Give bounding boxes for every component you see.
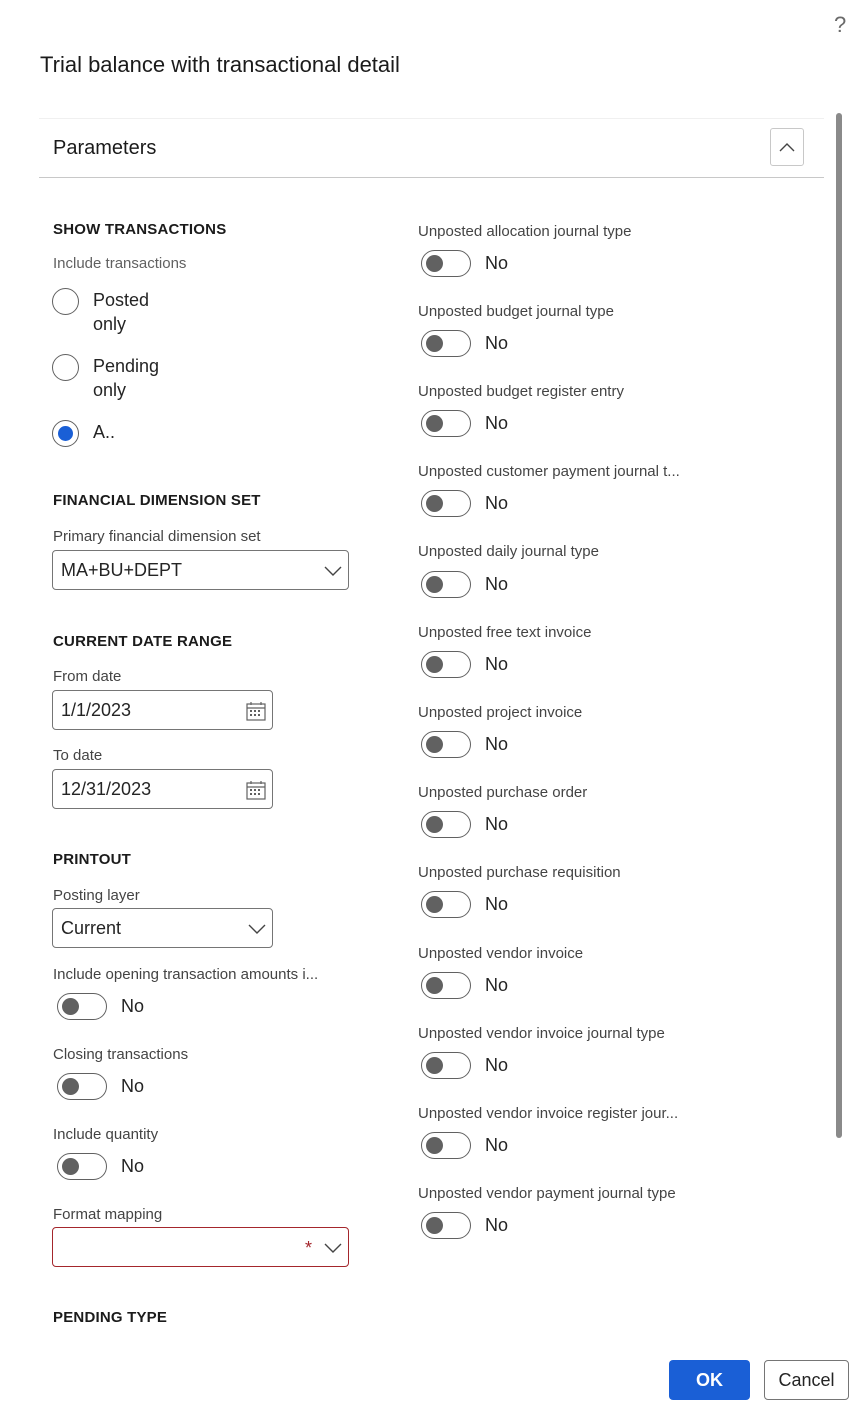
- radio-button[interactable]: [52, 288, 79, 315]
- unposted-vendor-invoice-label: Unposted vendor invoice: [418, 945, 584, 962]
- toggle-knob: [426, 415, 443, 432]
- toggle-switch[interactable]: [421, 731, 471, 758]
- toggle-knob: [426, 335, 443, 352]
- help-button[interactable]: ?: [834, 12, 847, 37]
- toggle-knob: [426, 1137, 443, 1154]
- unposted-daily-journal-toggle[interactable]: [421, 571, 508, 598]
- toggle-knob: [62, 1158, 79, 1175]
- unposted-budget-register-label: Unposted budget register entry: [418, 383, 624, 400]
- unposted-vendor-invoice-journal-toggle[interactable]: [421, 1052, 508, 1079]
- toggle-value: No: [485, 253, 509, 273]
- unposted-daily-journal-label: Unposted daily journal type: [418, 543, 599, 560]
- toggle-knob: [62, 1078, 79, 1095]
- unposted-allocation-journal-label: Unposted allocation journal type: [418, 223, 632, 240]
- printout-heading: PRINTOUT: [53, 851, 131, 868]
- financial-dimension-set-heading: FINANCIAL DIMENSION SET: [53, 492, 261, 509]
- toggle-value: No: [121, 1156, 145, 1176]
- chevron-down-icon: [324, 562, 342, 580]
- ok-button[interactable]: OK: [669, 1360, 750, 1400]
- include-quantity-label: Include quantity: [53, 1126, 159, 1143]
- calendar-icon[interactable]: [245, 779, 267, 801]
- toggle-switch[interactable]: [421, 1132, 471, 1159]
- include-opening-amounts-toggle[interactable]: [57, 993, 144, 1020]
- dropdown-value: Current: [61, 918, 122, 938]
- unposted-vendor-payment-journal-toggle[interactable]: [421, 1212, 508, 1239]
- to-date-input[interactable]: [52, 769, 273, 809]
- toggle-switch[interactable]: [421, 651, 471, 678]
- toggle-value: No: [485, 975, 509, 995]
- parameters-section-header[interactable]: [39, 118, 824, 178]
- toggle-knob: [62, 998, 79, 1015]
- toggle-value: No: [121, 1076, 145, 1096]
- unposted-vendor-payment-journal-label: Unposted vendor payment journal type: [418, 1185, 676, 1202]
- to-date-value: 12/31/2023: [61, 779, 152, 799]
- from-date-label: From date: [53, 668, 122, 685]
- radio-posted-only[interactable]: [52, 288, 183, 336]
- toggle-switch[interactable]: [421, 571, 471, 598]
- toggle-value: No: [485, 413, 509, 433]
- from-date-value: 1/1/2023: [61, 700, 132, 720]
- unposted-project-invoice-toggle[interactable]: [421, 731, 508, 758]
- from-date-input[interactable]: [52, 690, 273, 730]
- include-transactions-label: Include transactions: [53, 255, 187, 272]
- toggle-knob: [426, 816, 443, 833]
- collapse-button[interactable]: [770, 128, 804, 166]
- chevron-down-icon: [248, 920, 266, 938]
- radio-pending-only[interactable]: [52, 354, 183, 402]
- radio-label: A..: [93, 422, 116, 442]
- format-mapping-dropdown[interactable]: [52, 1227, 349, 1267]
- toggle-switch[interactable]: [421, 330, 471, 357]
- format-mapping-label: Format mapping: [53, 1206, 163, 1223]
- toggle-value: No: [485, 493, 509, 513]
- unposted-free-text-invoice-label: Unposted free text invoice: [418, 624, 592, 641]
- posting-layer-dropdown[interactable]: [52, 908, 273, 948]
- toggle-switch[interactable]: [57, 1153, 107, 1180]
- toggle-knob: [426, 1217, 443, 1234]
- chevron-up-icon: [779, 142, 795, 152]
- toggle-switch[interactable]: [421, 490, 471, 517]
- toggle-knob: [426, 576, 443, 593]
- closing-transactions-label: Closing transactions: [53, 1046, 189, 1063]
- toggle-knob: [426, 255, 443, 272]
- toggle-value: No: [485, 814, 509, 834]
- toggle-value: No: [485, 894, 509, 914]
- dialog-title: Trial balance with transactional detail: [40, 52, 400, 77]
- toggle-value: No: [485, 574, 509, 594]
- toggle-value: No: [485, 333, 509, 353]
- toggle-switch[interactable]: [421, 1052, 471, 1079]
- toggle-switch[interactable]: [57, 1073, 107, 1100]
- toggle-switch[interactable]: [421, 972, 471, 999]
- toggle-switch[interactable]: [421, 891, 471, 918]
- cancel-button[interactable]: Cancel: [764, 1360, 849, 1400]
- toggle-knob: [426, 977, 443, 994]
- chevron-down-icon: [324, 1239, 342, 1257]
- unposted-purchase-requisition-label: Unposted purchase requisition: [418, 864, 621, 881]
- toggle-switch[interactable]: [421, 1212, 471, 1239]
- radio-dot: [58, 426, 73, 441]
- radio-button-checked[interactable]: [52, 420, 79, 447]
- dropdown-value: MA+BU+DEPT: [61, 560, 183, 580]
- primary-dimension-set-label: Primary financial dimension set: [53, 528, 261, 545]
- unposted-project-invoice-label: Unposted project invoice: [418, 704, 583, 721]
- unposted-vendor-invoice-register-label: Unposted vendor invoice register jour...: [418, 1105, 679, 1122]
- calendar-icon[interactable]: [245, 700, 267, 722]
- primary-dimension-set-dropdown[interactable]: [52, 550, 349, 590]
- scrollbar-thumb[interactable]: [836, 113, 842, 1138]
- required-indicator: *: [304, 1238, 312, 1258]
- closing-transactions-toggle[interactable]: [57, 1073, 144, 1100]
- toggle-switch[interactable]: [421, 410, 471, 437]
- toggle-knob: [426, 656, 443, 673]
- toggle-value: No: [485, 1135, 509, 1155]
- unposted-budget-journal-label: Unposted budget journal type: [418, 303, 614, 320]
- toggle-knob: [426, 495, 443, 512]
- unposted-customer-payment-toggle[interactable]: [421, 490, 508, 517]
- toggle-value: No: [121, 996, 145, 1016]
- unposted-purchase-order-label: Unposted purchase order: [418, 784, 588, 801]
- unposted-purchase-requisition-toggle[interactable]: [421, 891, 508, 918]
- unposted-budget-journal-toggle[interactable]: [421, 330, 508, 357]
- toggle-value: No: [485, 654, 509, 674]
- pending-type-heading: PENDING TYPE: [53, 1309, 168, 1326]
- to-date-label: To date: [53, 747, 103, 764]
- include-opening-amounts-label: Include opening transaction amounts i...: [53, 966, 319, 983]
- unposted-vendor-invoice-journal-label: Unposted vendor invoice journal type: [418, 1025, 665, 1042]
- toggle-knob: [426, 736, 443, 753]
- current-date-range-heading: CURRENT DATE RANGE: [53, 633, 233, 650]
- unposted-free-text-invoice-toggle[interactable]: [421, 651, 508, 678]
- toggle-switch[interactable]: [57, 993, 107, 1020]
- show-transactions-heading: SHOW TRANSACTIONS: [53, 221, 227, 238]
- unposted-purchase-order-toggle[interactable]: [421, 811, 508, 838]
- unposted-budget-register-toggle[interactable]: [421, 410, 508, 437]
- radio-button[interactable]: [52, 354, 79, 381]
- parameters-title: Parameters: [53, 137, 157, 159]
- posting-layer-label: Posting layer: [53, 887, 140, 904]
- unposted-vendor-invoice-toggle[interactable]: [421, 972, 508, 999]
- unposted-customer-payment-label: Unposted customer payment journal t...: [418, 463, 680, 480]
- toggle-value: No: [485, 1215, 509, 1235]
- toggle-value: No: [485, 1055, 509, 1075]
- toggle-value: No: [485, 734, 509, 754]
- radio-all[interactable]: [52, 420, 183, 447]
- radio-label: Posted only: [93, 290, 150, 334]
- radio-label: Pending only: [93, 356, 160, 400]
- unposted-allocation-journal-toggle[interactable]: [421, 250, 508, 277]
- toggle-switch[interactable]: [421, 250, 471, 277]
- scrollbar[interactable]: [836, 113, 844, 1138]
- toggle-switch[interactable]: [421, 811, 471, 838]
- include-quantity-toggle[interactable]: [57, 1153, 144, 1180]
- toggle-knob: [426, 1057, 443, 1074]
- unposted-vendor-invoice-register-toggle[interactable]: [421, 1132, 508, 1159]
- toggle-knob: [426, 896, 443, 913]
